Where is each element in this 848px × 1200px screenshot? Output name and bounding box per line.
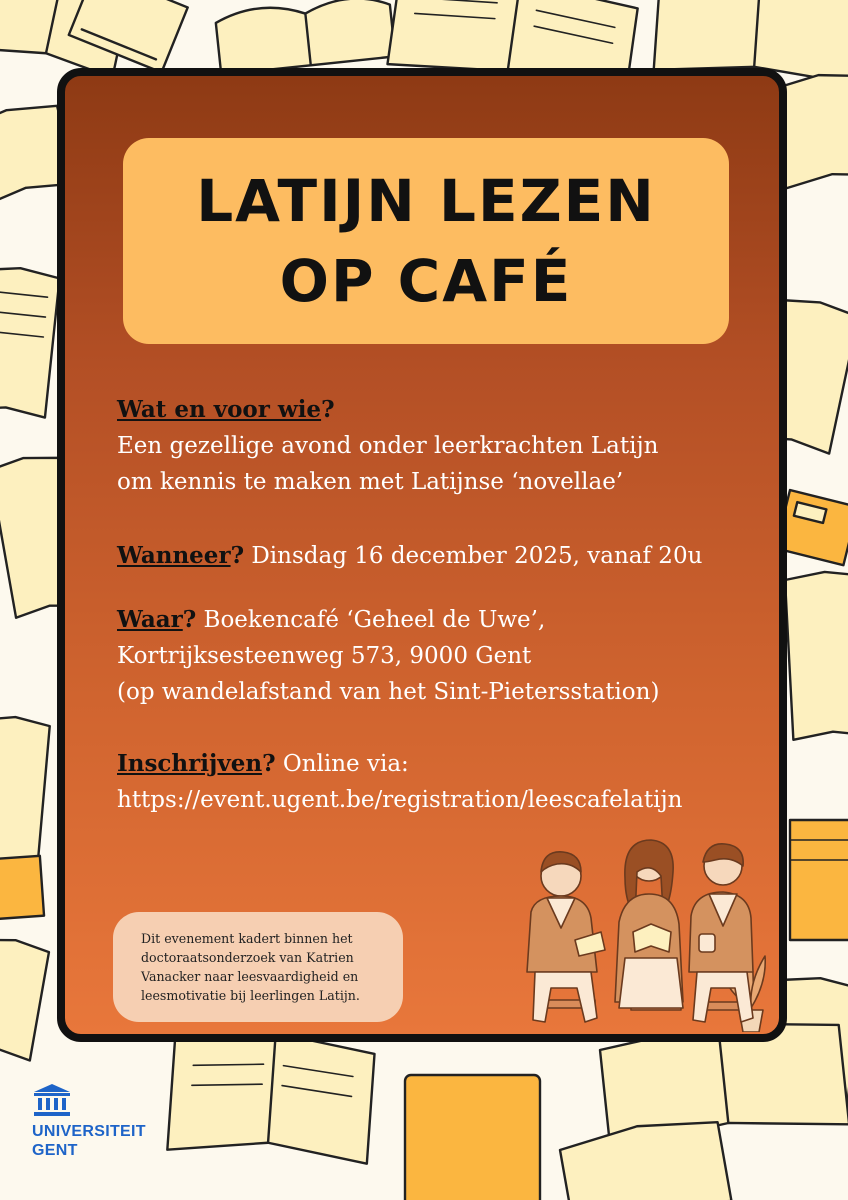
university-building-icon	[32, 1082, 72, 1118]
closed-book-icon	[405, 1075, 540, 1200]
where-question-mark: ?	[182, 606, 197, 633]
logo-line-2: GENT	[32, 1142, 78, 1159]
reading-people-illustration	[501, 832, 771, 1032]
when-label: Wanneer	[117, 542, 231, 569]
what-text-line-1: Een gezellige avond onder leerkrachten Latijn	[117, 433, 659, 459]
open-book-icon	[215, 0, 396, 75]
closed-book-icon	[790, 820, 848, 940]
open-book-icon	[0, 934, 50, 1060]
note-line-4: leesmotivatie bij leerlingen Latijn.	[141, 988, 360, 1003]
note-line-2: doctoraatsonderzoek van Katrien	[141, 950, 354, 965]
page-title-line-1: LATIJN LEZEN	[196, 167, 656, 235]
person-icon	[527, 852, 605, 1022]
where-text-line-1: Boekencafé ‘Geheel de Uwe’,	[196, 607, 546, 633]
registration-link[interactable]: https://event.ugent.be/registration/leescafelatijn	[117, 787, 683, 813]
what-question-mark: ?	[321, 396, 335, 423]
page-title-line-2: OP CAFÉ	[279, 247, 573, 315]
register-label: Inschrijven	[117, 750, 263, 777]
open-book-icon	[167, 1026, 375, 1164]
section-what	[117, 392, 658, 500]
where-label: Waar	[117, 606, 183, 633]
note-line-3: Vanacker naar leesvaardigheid en	[141, 969, 359, 984]
register-text: Online via:	[275, 751, 409, 777]
open-book-icon	[0, 264, 60, 418]
where-text-line-3: (op wandelafstand van het Sint-Pietersstation)	[117, 679, 660, 705]
open-book-icon	[558, 1112, 731, 1200]
when-text: Dinsdag 16 december 2025, vanaf 20u	[244, 543, 703, 569]
where-text-line-2: Kortrijksesteenweg 573, 9000 Gent	[117, 643, 532, 669]
open-book-icon	[785, 570, 848, 740]
person-icon	[689, 844, 753, 1022]
closed-book-icon	[0, 856, 44, 920]
event-panel	[57, 68, 787, 1042]
title-box	[123, 138, 729, 344]
what-text-line-2: om kennis te maken met Latijnse ‘novellae’	[117, 469, 624, 495]
note-line-1: Dit evenement kadert binnen het	[141, 931, 353, 946]
when-question-mark: ?	[230, 542, 245, 569]
open-book-icon	[0, 714, 50, 876]
logo-line-1: UNIVERSITEIT	[32, 1123, 146, 1140]
person-icon	[615, 840, 683, 1008]
ugent-logo	[32, 1082, 162, 1160]
section-register	[117, 746, 682, 818]
register-question-mark: ?	[262, 750, 276, 777]
section-where	[117, 602, 659, 710]
what-label: Wat en voor wie	[117, 396, 322, 423]
section-when	[117, 538, 702, 574]
research-note	[113, 912, 403, 1022]
